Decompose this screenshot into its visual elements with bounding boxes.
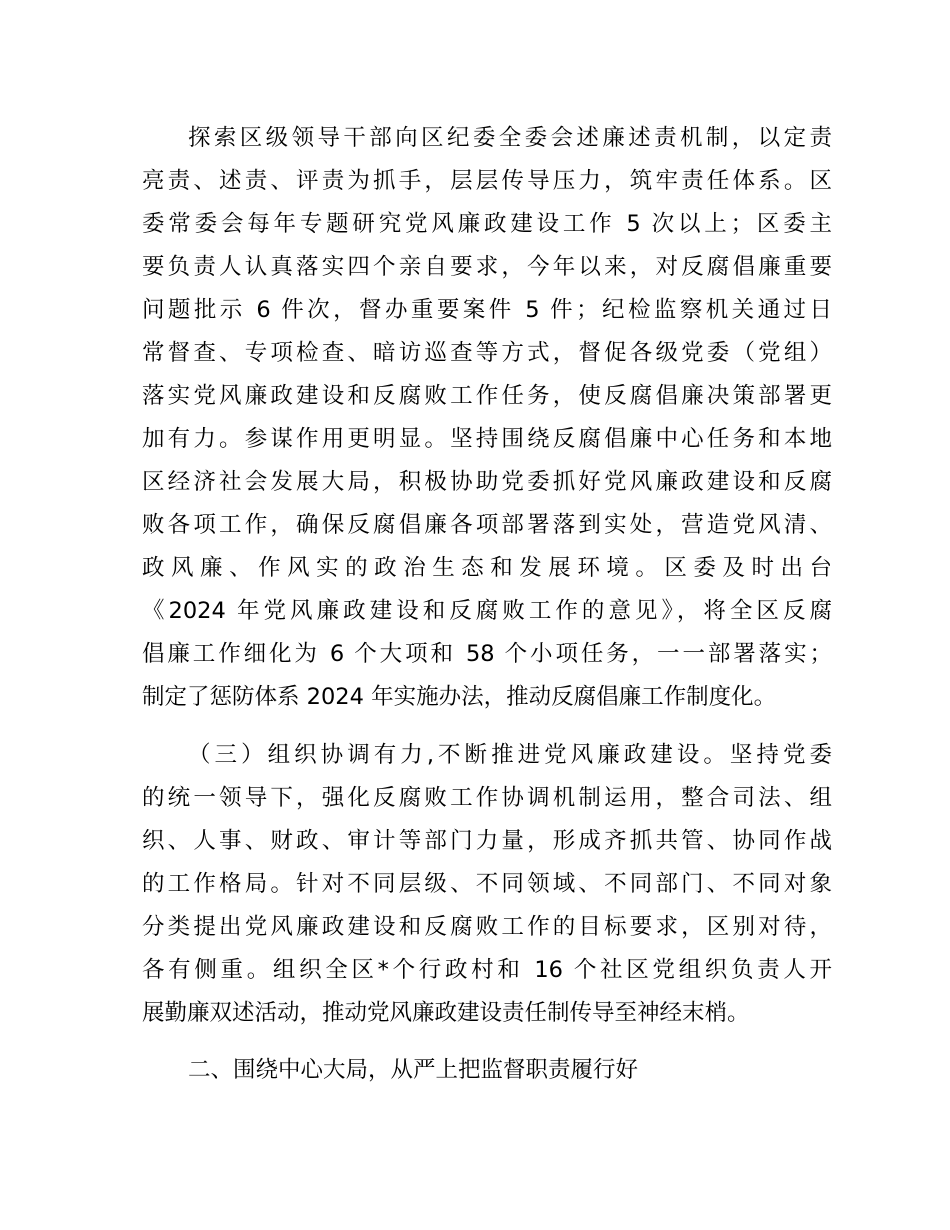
- paragraph-line: 制定了惩防体系 2024 年实施办法，推动反腐倡廉工作制度化。: [142, 684, 777, 710]
- paragraph-line: 败各项工作，确保反腐倡廉各项部署落到实处，营造党风清、: [142, 512, 832, 538]
- paragraph-line: 展勤廉双述活动，推动党风廉政建设责任制传导至神经末梢。: [142, 1000, 750, 1026]
- paragraph-line: 《2024 年党风廉政建设和反腐败工作的意见》，将全区反腐: [142, 598, 832, 624]
- paragraph-line: 织、人事、财政、审计等部门力量，形成齐抓共管、协同作战: [142, 828, 832, 854]
- paragraph-line: 区经济社会发展大局，积极协助党委抓好党风廉政建设和反腐: [142, 469, 832, 495]
- paragraph-line: 委常委会每年专题研究党风廉政建设工作 5 次以上；区委主: [142, 211, 832, 237]
- paragraph-line: 加有力。参谋作用更明显。坚持围绕反腐倡廉中心任务和本地: [142, 426, 832, 452]
- paragraph-line: 的工作格局。针对不同层级、不同领域、不同部门、不同对象: [142, 871, 832, 897]
- paragraph-line: 亮责、述责、评责为抓手，层层传导压力，筑牢责任体系。区: [142, 168, 832, 194]
- paragraph-line: 倡廉工作细化为 6 个大项和 58 个小项任务，一一部署落实；: [142, 641, 832, 667]
- paragraph-line: 问题批示 6 件次，督办重要案件 5 件；纪检监察机关通过日: [142, 297, 832, 323]
- paragraph-line: 落实党风廉政建设和反腐败工作任务，使反腐倡廉决策部署更: [142, 383, 832, 409]
- paragraph-line: 政风廉、作风实的政治生态和发展环境。区委及时出台: [142, 555, 832, 581]
- paragraph-line: 探索区级领导干部向区纪委全委会述廉述责机制，以定责: [188, 125, 832, 151]
- paragraph-line: （三）组织协调有力,不断推进党风廉政建设。坚持党委: [188, 742, 832, 768]
- paragraph-line: 常督查、专项检查、暗访巡查等方式，督促各级党委（党组）: [142, 340, 832, 366]
- paragraph-line: 各有侧重。组织全区*个行政村和 16 个社区党组织负责人开: [142, 957, 832, 983]
- paragraph-line: 的统一领导下，强化反腐败工作协调机制运用，整合司法、组: [142, 785, 832, 811]
- paragraph-line: 要负责人认真落实四个亲自要求，今年以来，对反腐倡廉重要: [142, 254, 832, 280]
- section-heading: 二、围绕中心大局，从严上把监督职责履行好: [188, 1057, 639, 1083]
- paragraph-line: 分类提出党风廉政建设和反腐败工作的目标要求，区别对待，: [142, 914, 832, 940]
